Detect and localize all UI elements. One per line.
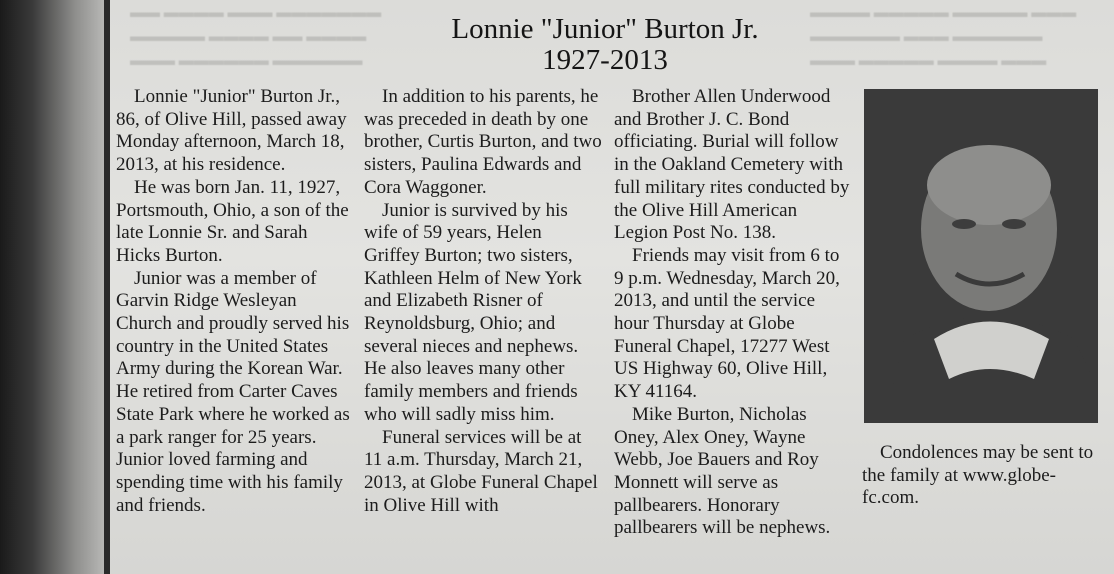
paragraph: He was born Jan. 11, 1927, Portsmouth, Ohio, a son of the late Lonnie Sr. and Sarah Hicks Burton.: [116, 176, 349, 266]
paragraph: Junior is survived by his wife of 59 years, Helen Griffey Burton; two sisters, Kathleen Helm of New York and Elizabeth Risner of Reynoldsburg, Ohio; and several nieces and nephews. He also leaves many other family members and friends who will sadly miss him.: [364, 199, 582, 425]
portrait-photo: [864, 89, 1098, 423]
bleed-through-text: ▬▬▬▬ ▬▬▬▬▬ ▬▬▬▬▬ ▬▬▬: [810, 5, 1077, 21]
bleed-through-text: ▬▬ ▬▬▬▬ ▬▬▬ ▬▬▬▬▬▬▬: [130, 5, 382, 21]
bleed-through-text: ▬▬▬▬▬▬ ▬▬▬ ▬▬▬▬▬▬: [810, 29, 1043, 45]
caption-text: Condolences may be sent to the family at www.globe-fc.com.: [862, 442, 1094, 509]
binding-shadow: [0, 0, 108, 574]
paragraph: Junior was a member of Garvin Ridge Wesleyan Church and proudly served his country in the United States Army during the Korean War. He retired from Carter Caves State Park where he worked as a park ranger for 25 years. Junior loved farming and spending time with his family and friends.: [116, 267, 350, 516]
paragraph: Funeral services will be at 11 a.m. Thursday, March 21, 2013, at Globe Funeral Chapel in Olive Hill with: [364, 426, 598, 516]
text-column-2: [364, 86, 602, 517]
obituary-headline: [340, 14, 870, 76]
text-column-3: [614, 86, 850, 540]
paragraph: Friends may visit from 6 to 9 p.m. Wednesday, March 20, 2013, and until the service hour Thursday at Globe Funeral Chapel, 17277 West US Highway 60, Olive Hill, KY 41164.: [614, 244, 840, 403]
paragraph: Brother Allen Underwood and Brother J. C. Bond officiating. Burial will follow in the Oakland Cemetery with full military rites conducted by the Olive Hill American Legion Post No. 138.: [614, 86, 850, 244]
bleed-through-text: ▬▬▬ ▬▬▬▬▬ ▬▬▬▬ ▬▬▬: [810, 53, 1047, 69]
condolences-caption: [862, 442, 1104, 510]
text-column-1: [116, 86, 354, 517]
bleed-through-text: ▬▬▬▬▬ ▬▬▬▬ ▬▬ ▬▬▬▬: [130, 29, 367, 45]
paragraph: Lonnie "Junior" Burton Jr., 86, of Olive Hill, passed away Monday afternoon, March 18, 2013, at his residence.: [116, 86, 347, 176]
bleed-through-text: ▬▬▬ ▬▬▬▬▬▬ ▬▬▬▬▬▬: [130, 53, 363, 69]
portrait-illustration: [864, 89, 1098, 423]
paragraph: In addition to his parents, he was preceded in death by one brother, Curtis Burton, and two sisters, Paulina Edwards and Cora Waggoner.: [364, 86, 602, 198]
deceased-name: Lonnie "Junior" Burton Jr.: [451, 13, 759, 45]
life-years: 1927-2013: [542, 44, 668, 76]
paragraph: Mike Burton, Nicholas Oney, Alex Oney, Wayne Webb, Joe Bauers and Roy Monnett will serve as pallbearers. Honorary pallbearers will be nephews.: [614, 403, 831, 539]
